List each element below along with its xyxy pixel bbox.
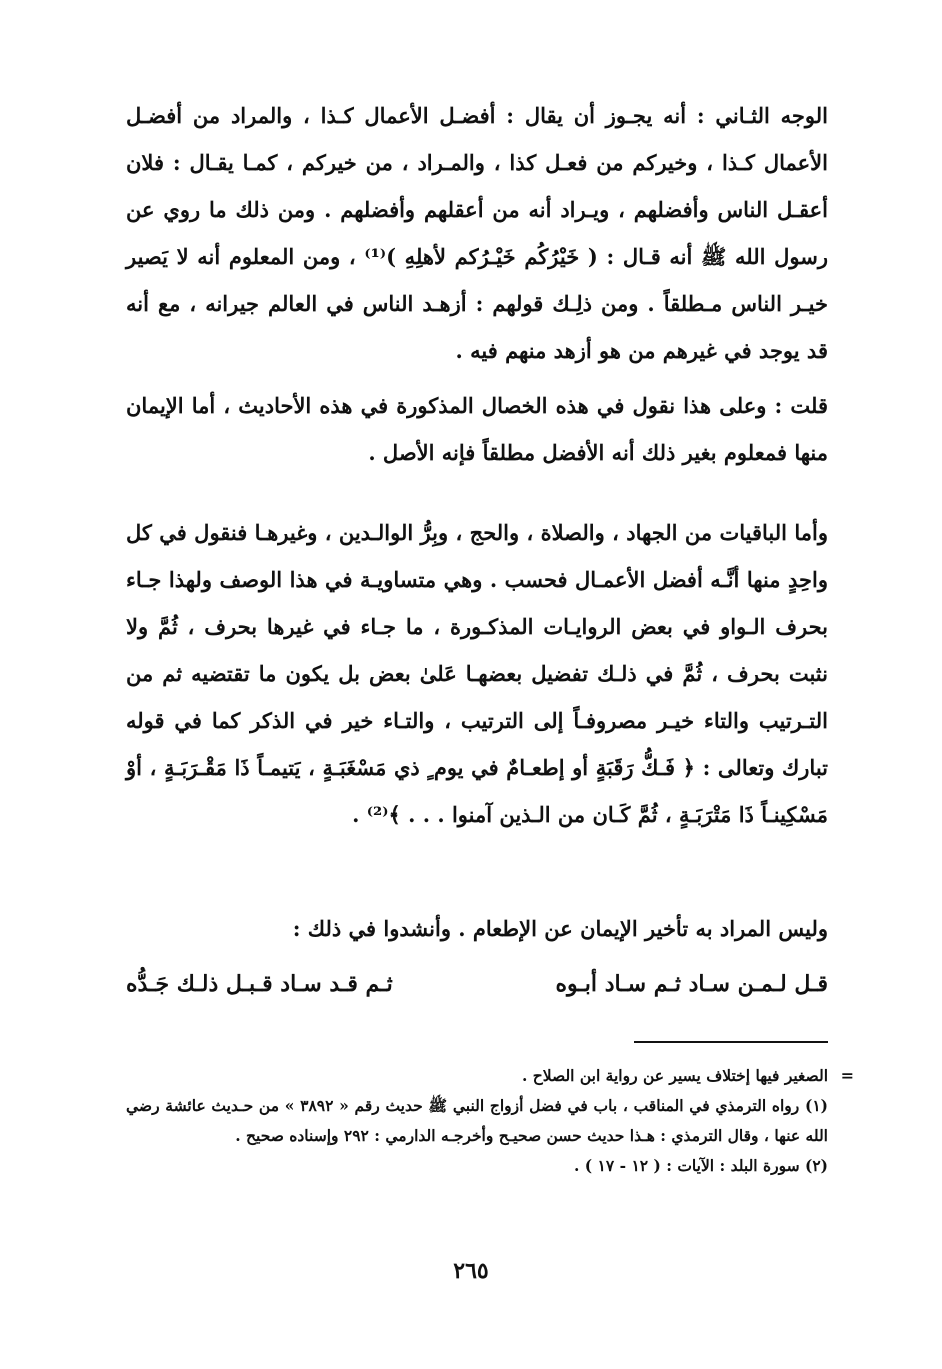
page-number: ٢٦٥ [453,1258,489,1284]
footnote-2: (٢) سورة البلد : الآيات : ( ١٢ - ١٧ ) . [574,1156,828,1175]
poetry-verse [126,960,828,1008]
paragraph-verse-intro: وليس المراد به تأخير الإيمان عن الإطعام . وأنشدوا في ذلك : [292,916,828,941]
paragraph-qultu: قلت : وعلى هذا نقول في هذه الخصال المذكورة في هذه الأحاديث ، أما الإيمان منها فمعلوم بغير ذلك أنه الأفضل مطلقاً فإنه الأصل . [126,393,828,465]
footnote-1: (١) رواه الترمذي في المناقب ، باب في فضل أزواج النبي ﷺ حديث رقم « ٣٨٩٢ » من حـديث عائشة رضي الله عنها ، وقال الترمذي : هـذا حديث حسن صحيـح وأخرجـه الدارمي : ٢٩٢ وإسناده صحيح . [126,1096,828,1145]
footnotes [126,1061,854,1181]
verse-second-hemistich: ثـم قـد سـاد قـبـل ذلـك جَـدُّه [126,971,393,997]
paragraph-second-aspect: الوجه الثـاني : أنه يجـوز أن يقال : أفضـل الأعمال كـذا ، والمراد من أفضـل الأعمال كـذا ، وخيركم من فعـل كذا ، والمـراد ، من خيركم ، كمـا يقـال : فلان أعقـل الناس وأفضلهم ، ويـراد أنه من أعقلهم وأفضلهم . ومن ذلك ما روي عن رسول الله ﷺ أنه قـال : ( خَيْرُكُم خَيْـرُكم لأهلِهِ )⁽¹⁾ ، ومن المعلوم أنه لا يَصير خيـر الناس مـطلقاً . ومن ذلِـك قولهم : أزهـد الناس في العالم جيرانه ، مع أنه قد يوجد في غيرهم من هو أزهد منهم فيه . [126,103,828,363]
footnote-separator [634,1041,828,1043]
footnote-continuation-mark: = [840,1066,854,1085]
footnote-continued: الصغير فيها إختلاف يسير عن رواية ابن الصلاح . [521,1066,828,1085]
verse-first-hemistich: قـل لـمـن سـاد ثـم سـاد أبـوه [555,971,828,997]
paragraph-remaining-deeds: وأما الباقيات من الجهاد ، والصلاة ، والحج ، وبِرُّ الوالـدين ، وغيرهـا فنقول في كل واحِدٍ منها أنَّـه أفضل الأعمـال فحسب . وهي متساويـة في هذا الوصف ولهذا جـاء بحرف الـواو في بعض الروايـات المذكـورة ، ما جـاء في غيرها بحرف ، ثُمَّ ولا نثبت بحرف ، ثُمَّ في ذلـك تفضيل بعضهـا عَلىٰ بعض بل يكون ما تقتضيه ثم من التـرتيب والتاء خيـر مصروفـاً إلى الترتيب ، والتـاء خير في الذكر كما في قوله تبارك وتعالى : ﴿ فَـكُّ رَقَبَةٍ أو إطعـامٌ في يوم ٍ ذي مَسْغَبَـةٍ ، يَتيمـاً ذَا مَقْـرَبَـةٍ ، أوْ مَسْكِينـاً ذَا مَتْرَبَـةٍ ، ثُمَّ كَـان من الـذين آمنوا . . . ﴾⁽²⁾ . [126,520,828,827]
